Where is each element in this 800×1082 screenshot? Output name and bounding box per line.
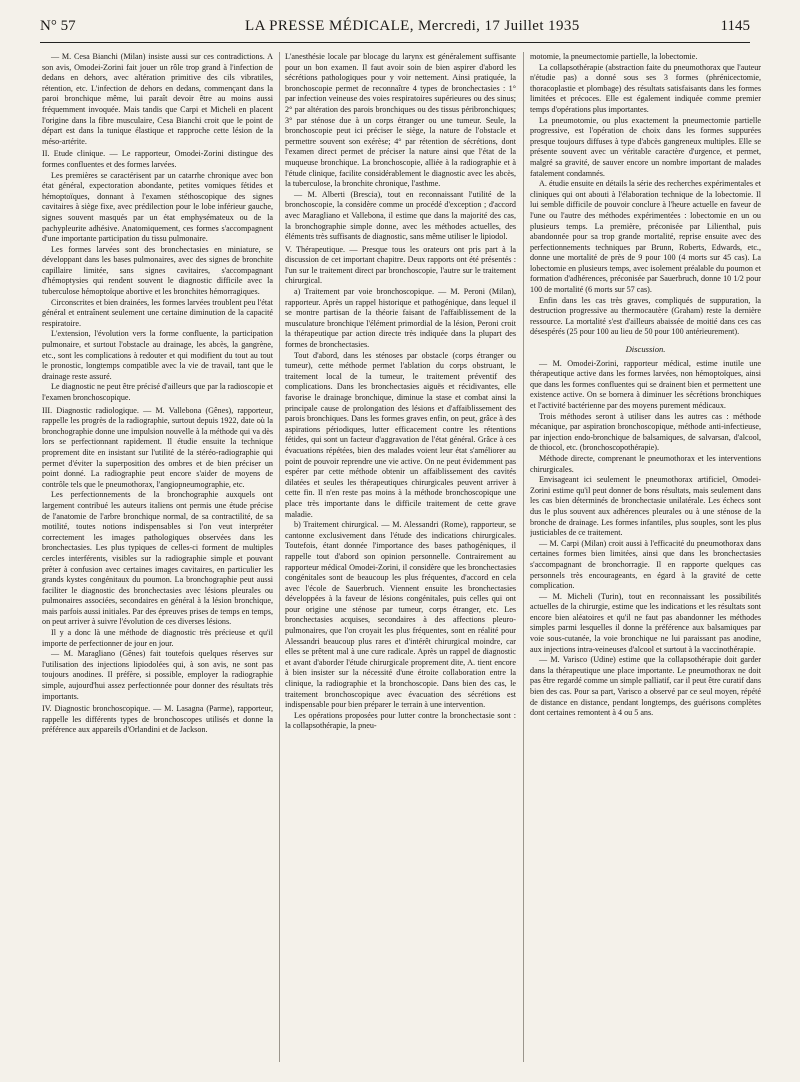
- paragraph: Tout d'abord, dans les sténoses par obstacle (corps étranger ou tumeur), cette méthode permet l'ablation du corps obstruant, le traitement local de la tumeur, le traitement préventif des complications. Dans les bronchectasies aiguës et récidivantes, elle favorise le drainage bronchique, diminue la stase et combat ainsi la principale cause de prolongation des lésions et d'affaiblissement des parois bronchiques. Dans les formes graves enfin, on peut, grâce à des aspirations périodiques, lutter efficacement contre les rétentions fétides, qui sont un facteur d'aggravation de l'état général. Grâce à ces évacuations répétées, bien des malades voient leur état s'améliorer au point de pouvoir reprendre une vie active. On ne peut évidemment pas espérer par cette méthode obtenir un affaiblissement des cavités dilatées et seules les thérapeutiques chirurgicales peuvent arriver à cette fin. Il n'en reste pas moins à la méthode bronchoscopique une place très importante dans le difficile traitement de cette grave maladie.: [285, 350, 516, 519]
- page-header: [40, 14, 750, 43]
- column-left: [42, 52, 273, 1067]
- paragraph: — M. Carpi (Milan) croit aussi à l'efficacité du pneumothorax dans certaines formes bien limitées, ainsi que dans les bronchectasies s'accompagnant de bronchorragie. Il en rapporte quelques cas personnels très encourageants, en égard à la gravité de cette complication.: [530, 538, 761, 591]
- subsection-bronchoscopic-treatment: a) Traitement par voie bronchoscopique. — M. Peroni (Milan), rapporteur. Après un rappel historique et pathogénique, dans lequel il se montre partisan de la théorie faisant de l'affaiblissement de la musculature bronchique l'élément primordial de la lésion, Peroni croit la thérapeutique par action directe très indiquée dans la plupart des formes de bronchectasies.: [285, 287, 516, 350]
- section-therapeutics: V. Thérapeutique. — Presque tous les orateurs ont pris part à la discussion de cet important chapitre. Deux rapports ont été présentés : l'un sur le traitement direct par bronchoscopie, l'autre sur le traitement chirurgical.: [285, 244, 516, 286]
- column-divider: [523, 52, 524, 1062]
- paragraph: — M. Micheli (Turin), tout en reconnaissant les possibilités actuelles de la chirurgie, estime que les indications et les résultats sont encore bien aléatoires et qu'il ne faut pas abandonner les méthodes simples parmi lesquelles il donne la préférence aux balsamiques par voie sous-cutanée, la voie bronchique ne lui paraissant pas anodine, aux injections intra-veineuses d'alcool et surtout à la vaccinothérapie.: [530, 591, 761, 654]
- journal-title: LA PRESSE MÉDICALE, Mercredi, 17 Juillet 1935: [245, 18, 580, 34]
- paragraph: Méthode directe, comprenant le pneumothorax et les interventions chirurgicales.: [530, 453, 761, 474]
- paragraph: — M. Omodei-Zorini, rapporteur médical, estime inutile une thérapeutique active dans les formes larvées, non hémoptoïques, ainsi que dans les formes confluentes qui se drainent bien et permettent une existence active. On se bornera à diminuer les sécrétions bronchiques et l'activité bactérienne par des moyens purement médicaux.: [530, 358, 761, 410]
- section-radiological-diagnosis: III. Diagnostic radiologique. — M. Vallebona (Gênes), rapporteur, rappelle les progrès de la radiographie, surtout depuis 1922, date où la bronchographie donne une impulsion nouvelle à la méthode qui va dès lors se perfectionnant rapidement. Il étudie ensuite la technique proprement dite en insistant sur l'utilité de la stéréo-radiographie qui permet d'éviter la superposition des ombres et de bien préciser un point donné. La radiographie peut encore s'aider de moyens de contrôle tels que le pneumothorax, l'angiopneumographie, etc.: [42, 405, 273, 489]
- subsection-surgical-treatment: b) Traitement chirurgical. — M. Alessandri (Rome), rapporteur, se cantonne exclusivement dans l'étude des indications chirurgicales. Toutefois, étant donnée l'importance des bases pathogéniques, il rappelle tout d'abord son opinion personnelle. Contrairement au rapporteur médical Omodei-Zorini, il considère que les bronchectasies congénitales sont de beaucoup les plus fréquentes, d'accord en cela avec l'école de Sauerbruch. Viennent ensuite les bronchectasies développées à la faveur de lésions congénitales, puis celles qui ont pour origine une sténose par tumeur, corps étranger, etc. Les bronchectasies acquises, secondaires à des affections pleuro-pulmonaires, que l'on croyait les plus fréquentes, sont en réalité pour Alessandri beaucoup plus rares et d'intérêt chirurgical moindre, car elles se prêtent mal à une cure radicale. Après un rappel de diagnostic et avant d'aborder l'étude chirurgicale proprement dite, A. tient encore à bien insister sur la nécessité d'une étroite collaboration entre la clinique, la radiographie et la bronchoscopie. Dans bien des cas, le traitement bronchoscopique avec évacuation des sécrétions est indispensable pour bien préparer le terrain à une intervention.: [285, 520, 516, 710]
- column-divider: [279, 52, 280, 1062]
- paragraph: Envisageant ici seulement le pneumothorax artificiel, Omodei-Zorini estime qu'il peut donner de bons résultats, mais seulement dans les cas bien déterminés de bronchectasie unilatérale. Les échecs sont dus le plus souvent aux adhérences pleurales ou à une sténose de la bronche de drainage. Les formes infantiles, plus souples, sont les plus justiciables de ce traitement.: [530, 475, 761, 538]
- issue-number: N° 57: [40, 18, 76, 34]
- discussion-heading: Discussion.: [625, 344, 666, 355]
- paragraph: — M. Varisco (Udine) estime que la collapsothérapie doit garder dans la thérapeutique une place importante. Le pneumothorax ne doit pas être regardé comme un simple palliatif, car il peut être curatif dans bien des cas. Pour sa part, Varisco a observé par ce seul moyen, répété de distance en distance, pendant longtemps, des guérisons complètes dont certaines remontent à 4 ou 5 ans.: [530, 655, 761, 718]
- paragraph: Circonscrites et bien drainées, les formes larvées troublent peu l'état général et entraînent seulement une certaine diminution de la capacité respiratoire.: [42, 297, 273, 328]
- paragraph: Les premières se caractérisent par un catarrhe chronique avec bon état général, expectoration abondante, petites vomiques fétides et hémoptoïques, donnant à l'examen stéthoscopique des signes cavitaires à siège fixe, avec prédilection pour le lobe inférieur gauche, signes souvent masqués par un état emphysémateux ou de la pachypleurite adhésive. Anatomiquement, ces formes s'accompagnent d'une importante participation du tissu pulmonaire.: [42, 170, 273, 244]
- paragraph: A. étudie ensuite en détails la série des recherches expérimentales et cliniques qui ont abouti à l'élaboration technique de la lobectomie. Il lui semble difficile de pouvoir conclure à l'heure actuelle en faveur de l'une ou l'autre des méthodes expérimentées : lobectomie en un ou plusieurs temps. La première, préconisée par Lilienthal, puis abandonnée pour sa trop grande mortalité, reprise ensuite avec des perfectionnements techniques par Brunn, Roberts, Edwards, etc., donne une mortalité de près de 9 pour 100 (4 morts sur 45 cas). La lobectomie en plusieurs temps, avec isolement préalable du poumon et formation d'adhérences, préconisée par Sauerbruch, donne 10 1/2 pour 100 de mortalité (6 morts sur 57 cas).: [530, 179, 761, 295]
- paragraph: — M. Alberti (Brescia), tout en reconnaissant l'utilité de la bronchoscopie, la considère comme un procédé d'exception ; d'accord avec Maragliano et Vallebona, il estime que dans la majorité des cas, la bronchographie simple donne, avec les méthodes actuelles, des éléments très suffisants de diagnostic, sans même utiliser le lipiodol.: [285, 189, 516, 242]
- column-middle: [285, 52, 516, 1067]
- paragraph: La pneumotomie, ou plus exactement la pneumectomie partielle progressive, est l'opération de choix dans les formes suppurées presque toujours diffuses à type d'abcès gangreneux multiples. Elle se présente souvent avec un véritable caractère d'urgence, et permet, malgré sa gravité, de sauver encore un nombre important de malades fatalement condamnés.: [530, 115, 761, 178]
- paragraph: Trois méthodes seront à utiliser dans les autres cas : méthode mécanique, par aspiration bronchoscopique, méthode anti-infectieuse, par injection endo-bronchique de balsamiques, de salvarsan, d'alcool, de thiocol, etc. (bronchoscopothérapie).: [530, 411, 761, 453]
- column-right: [530, 52, 761, 1067]
- paragraph: motomie, la pneumectomie partielle, la lobectomie.: [530, 52, 698, 61]
- paragraph: Enfin dans les cas très graves, compliqués de suppuration, la destruction progressive au thermocautère (Graham) reste la dernière ressource. La mortalité s'est d'ailleurs abaissée de moitié dans ces cas désespérés (25 pour 100 au lieu de 50 pour 100 antérieurement).: [530, 295, 761, 337]
- page-number: 1145: [720, 18, 750, 34]
- paragraph: L'anesthésie locale par blocage du larynx est généralement suffisante pour un bon examen. Il faut avoir soin de bien aspirer d'abord les sécrétions pathologiques pour y voir nettement. Ainsi pratiquée, la bronchoscopie permet de reconnaître 4 types de bronchectasies : 1° par infection veineuse des voies respiratoires supérieures ou des sinus; 2° par altération des parois bronchiques ou des tissus péribronchiques; 3° par sténose due à un corps étranger ou une tumeur. Seule, la bronchoscopie peut ici préciser le siège, la nature de l'obstacle et permettre souvent son exérèse; 4° par rétention de sécrétions, dont l'examen direct permet de préciser la nature ainsi que l'état de la muqueuse bronchique. La bronchoscopie, alliée à la radiographie et à l'étude clinique, facilite considérablement le diagnostic avec les abcès, la tuberculose, la bronchite chronique, l'asthme.: [285, 52, 516, 189]
- paragraph: — M. Maragliano (Gênes) fait toutefois quelques réserves sur l'utilisation des injections lipiodolées qui, à son avis, ne sont pas toujours anodines. Il préfère, si possible, employer la radiographie simple, aujourd'hui assez perfectionnée pour donner des résultats très importants.: [42, 649, 273, 701]
- paragraph: La collapsothérapie (abstraction faite du pneumothorax que l'auteur n'étudie pas) a donné sous ses 3 formes (phrénicectomie, thoracoplastie et plombage) des résultats satisfaisants dans les formes limitées et précoces. Elle est également indiquée comme premier temps d'opérations plus importantes.: [530, 62, 761, 114]
- section-clinical-study: II. Etude clinique. — Le rapporteur, Omodei-Zorini distingue des formes confluentes et des formes larvées.: [42, 149, 273, 169]
- section-bronchoscopic-diagnosis: IV. Diagnostic bronchoscopique. — M. Lasagna (Parme), rapporteur, rappelle les différents types de bronchoscopes utilisés et donne la préférence aux appareils d'Orlandini et de Jackson.: [42, 704, 273, 735]
- paragraph: L'extension, l'évolution vers la forme confluente, la participation pulmonaire, et surtout l'obstacle au drainage, les abcès, la gangrène, etc., sont les complications à redouter et qui modifient du tout au tout le pronostic, longtemps compatible avec la vie de travail, tant que le drainage reste assuré.: [42, 329, 273, 381]
- paragraph: — M. Cesa Bianchi (Milan) insiste aussi sur ces contradictions. A son avis, Omodei-Zorini fait jouer un rôle trop grand à l'infection de dedans en dehors, avec altération primitive des cils vibratiles, rétention, etc. L'infection de dehors en dedans, commençant dans la paroi bronchique même, lui paraît devoir être au moins aussi fréquemment invoquée. Mais tandis que Carpi et Micheli en placent l'origine dans la fibre musculaire, Cesa Bianchi croit que le point de départ est dans la tunique élastique et rapproche cette lésion de la méso-artérite.: [42, 52, 273, 146]
- paragraph: Il y a donc là une méthode de diagnostic très précieuse et qu'il importe de perfectionner de jour en jour.: [42, 628, 273, 648]
- paragraph: Les opérations proposées pour lutter contre la bronchectasie sont : la collapsothérapie, la pneu-: [285, 710, 516, 731]
- paragraph: Les formes larvées sont des bronchectasies en miniature, se développant dans les bases pulmonaires, avec des signes de bronchite capillaire limitée, sans signes cavitaires, s'accompagnant d'hémoptysies qui rendent souvent le diagnostic difficile avec la tuberculose hémoptoïque abortive et les bronchites hémorragiques.: [42, 244, 273, 297]
- paragraph: Les perfectionnements de la bronchographie auxquels ont largement contribué les auteurs italiens ont permis une étude précise de l'anatomie de l'arbre bronchique normal, de sa contractilité, de sa motilité, toutes notions indispensables si l'on veut interpréter correctement les images pathologiques observées dans les bronchectasies. Les plus typiques de celles-ci forment de multiples cercles interférents, visibles sur la radiographie simple et pouvant prêter à confusion avec certaines images cavitaires, en particulier les grands kystes congénitaux du poumon. La bronchographie peut aussi faciliter le diagnostic des bronchectasies avec lésions pleurales ou pulmonaires associées, secondaires en général à la lésion bronchique, mais parfois aussi initiales. Par des épreuves prises de temps en temps, on peut arriver à suivre l'évolution de ces diverses lésions.: [42, 490, 273, 627]
- paragraph: Le diagnostic ne peut être précisé d'ailleurs que par la radioscopie et l'examen bronchoscopique.: [42, 382, 273, 402]
